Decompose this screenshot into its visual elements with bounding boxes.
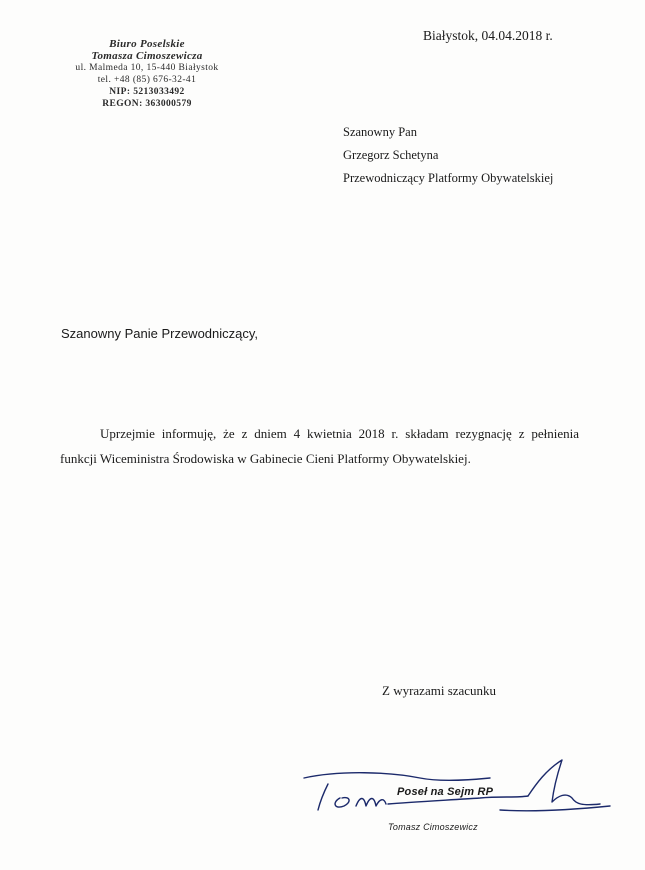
closing-phrase: Z wyrazami szacunku	[382, 683, 497, 698]
signature-stroke-o	[335, 798, 349, 807]
recipient-block	[343, 121, 553, 190]
signature-name: Tomasz Cimoszewicz	[388, 822, 478, 832]
signature-title: Poseł na Sejm RP	[397, 786, 494, 798]
signature-stroke-top	[304, 773, 490, 781]
signature-stroke-tail	[500, 806, 610, 811]
signature-stroke-m	[356, 799, 386, 807]
body-line-2: funkcji Wiceministra Środowiska w Gabinecie Cieni Platformy Obywatelskiej.	[60, 451, 471, 466]
stamp-name-line: Tomasza Cimoszewicza	[91, 50, 203, 62]
body-line-1: Uprzejmie informuję, że z dniem 4 kwietnia 2018 r. składam rezygnację z pełnienia	[100, 426, 579, 441]
stamp-phone: tel. +48 (85) 676-32-41	[97, 75, 197, 85]
stamp-regon: REGON: 363000579	[102, 99, 192, 109]
recipient-salutation: Szanowny Pan	[343, 125, 417, 139]
stamp-office-line: Biuro Poselskie	[109, 38, 185, 50]
signature-stroke-t	[318, 784, 328, 810]
recipient-position: Przewodniczący Platformy Obywatelskiej	[343, 171, 554, 185]
office-stamp	[52, 38, 242, 110]
letter-body	[60, 421, 579, 471]
recipient-name: Grzegorz Schetyna	[343, 148, 439, 162]
stamp-address: ul. Malmeda 10, 15-440 Białystok	[75, 63, 219, 73]
stamp-nip: NIP: 5213033492	[109, 87, 185, 97]
signature-stroke-flourish	[528, 760, 600, 805]
place-date: Białystok, 04.04.2018 r.	[423, 28, 553, 43]
letter-salutation: Szanowny Panie Przewodniczący,	[61, 326, 259, 341]
